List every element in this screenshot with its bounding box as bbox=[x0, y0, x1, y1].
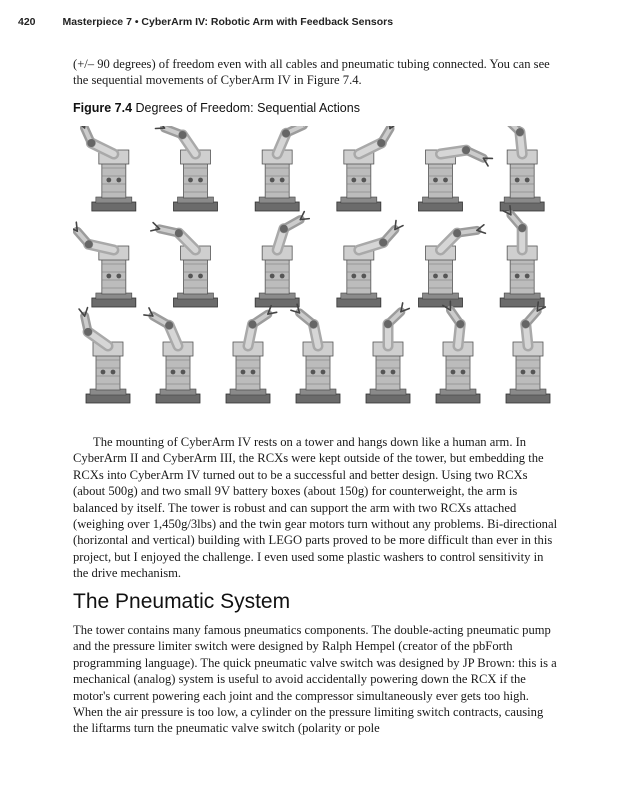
mounting-paragraph: The mounting of CyberArm IV rests on a tower and hangs down like a human arm. In CyberArm II and CyberArm III, the RCXs were kept outside of the tower, but embedding the RCXs into CyberArm IV turned out to be a successful and better design. Using two RCXs (about 500g) and two small 9V battery boxes (about 150g) for counterweight, the arm is balanced by itself. The tower is robust and can support the arm with two RCXs attached (weighing over 1,450g/3lbs) and the twin gear motors turn without any problems. Bi-directional (horizontal and vertical) building with LEGO parts proved to be more difficult than ever in this project, but I enjoyed the challenge. I even used some plastic washers to control sensitivity in the drive mechanism. bbox=[73, 435, 558, 581]
robot-arm-photo bbox=[337, 221, 403, 307]
robot-arm-photo bbox=[506, 302, 550, 403]
robot-arm-photo bbox=[419, 146, 493, 211]
section-heading: The Pneumatic System bbox=[73, 590, 291, 613]
robot-arm-photo bbox=[255, 212, 309, 307]
robot-arm-photo bbox=[500, 206, 544, 307]
robot-arm-photo bbox=[419, 225, 486, 307]
figure-caption bbox=[73, 101, 360, 115]
robot-arm-photo bbox=[499, 126, 544, 211]
figure-label: Figure 7.4 bbox=[73, 101, 133, 115]
robot-arm-photo bbox=[436, 301, 480, 403]
robot-arm-photo bbox=[151, 223, 218, 307]
pneumatic-paragraph: The tower contains many famous pneumatics components. The double-acting pneumatic pump and the pressure limiter switch were designed by Ralph Hempel (creator of the pbForth programming language). The quick pneumatic valve switch was designed by JP Brown: this is a mechanical (analog) system is useful to avoid accidentally powering down the RCX if the motor's current powering each joint and the compressor simultaneously ever gets too high. When the air pressure is too low, a cylinder on the pressure limiting switch contracts, causing the liftarms turn the pneumatic valve switch (polarity or pole bbox=[73, 623, 557, 736]
figure-title: Degrees of Freedom: Sequential Actions bbox=[135, 101, 360, 115]
intro-paragraph: (+/– 90 degrees) of freedom even with all cables and pneumatic tubing connected. You can see the sequential movements of CyberArm IV in Figure 7.4. bbox=[73, 57, 550, 88]
robot-arm-photo bbox=[366, 303, 410, 403]
robot-arm-photo bbox=[78, 126, 136, 211]
robot-arm-photo bbox=[79, 308, 130, 403]
robot-arm-photo bbox=[255, 126, 312, 211]
robot-arm-illustration bbox=[73, 126, 563, 416]
running-header bbox=[18, 16, 624, 28]
page-number: 420 bbox=[18, 16, 36, 28]
robot-arm-photo bbox=[155, 126, 217, 211]
robot-arm-photo bbox=[226, 306, 277, 403]
robot-arm-photo bbox=[144, 308, 200, 403]
robot-arm-photo bbox=[337, 126, 397, 211]
figure-robot-sequence bbox=[73, 126, 563, 416]
running-title: Masterpiece 7 • CyberArm IV: Robotic Arm with Feedback Sensors bbox=[62, 16, 394, 28]
robot-arm-photo bbox=[73, 222, 136, 307]
robot-arm-photo bbox=[291, 304, 340, 403]
